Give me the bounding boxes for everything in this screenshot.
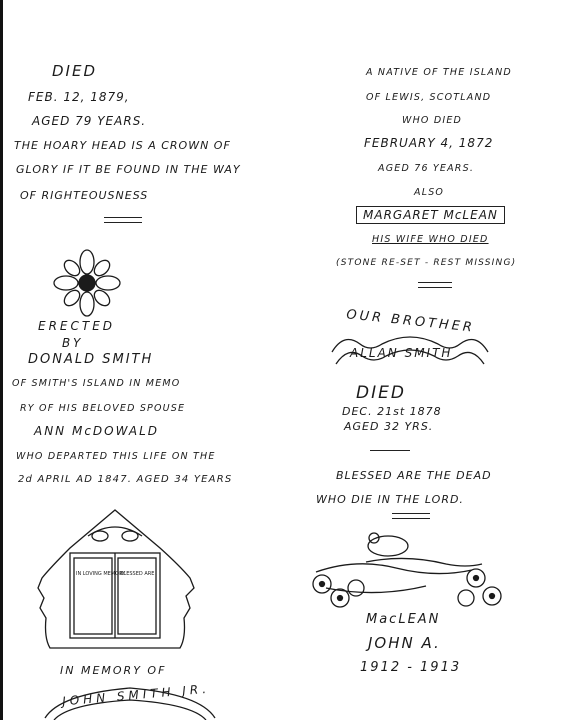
divider <box>370 450 410 451</box>
who-die-line: WHO DIE IN THE LORD. <box>316 493 464 506</box>
blessed-line: BLESSED ARE THE DEAD <box>336 469 492 482</box>
divider <box>418 282 452 283</box>
verse-line: THE HOARY HEAD IS A CROWN OF <box>14 139 231 152</box>
death-date: FEB. 12, 1879, <box>28 90 130 104</box>
maclean-name: MacLEAN <box>366 612 441 627</box>
our-brother: OUR BROTHER <box>345 307 476 336</box>
divider <box>104 217 142 218</box>
by-text: BY <box>62 336 84 350</box>
stone-note: (STONE RE-SET - REST MISSING) <box>336 258 517 268</box>
inscription-line: 2d APRIL AD 1847. AGED 34 YEARS <box>18 474 233 485</box>
dec-date: DEC. 21st 1878 <box>342 405 442 418</box>
inscription-line: RY OF HIS BELOVED SPOUSE <box>20 403 186 414</box>
john-a-name: JOHN A. <box>368 634 441 652</box>
his-wife-text: HIS WIFE WHO DIED <box>372 234 489 245</box>
book-right-text: BLESSED ARE <box>120 571 155 577</box>
inscription-line: OF SMITH'S ISLAND IN MEMO <box>12 378 181 389</box>
page-edge-line <box>0 0 3 720</box>
inscription-line: WHO DEPARTED THIS LIFE ON THE <box>16 451 216 462</box>
native-line: WHO DIED <box>402 115 463 126</box>
died-heading: DIED <box>52 62 98 80</box>
native-date: FEBRUARY 4, 1872 <box>364 136 494 150</box>
margaret-mclean-box: MARGARET McLEAN <box>356 206 505 224</box>
age-text: AGED 79 YEARS. <box>32 114 147 128</box>
verse-line: OF RIGHTEOUSNESS <box>20 189 149 202</box>
allan-smith: ALLAN SMITH <box>350 346 453 360</box>
flowers-ribbon-drawing <box>296 528 506 618</box>
divider <box>392 513 430 514</box>
donald-smith: DONALD SMITH <box>28 352 154 367</box>
died-heading-right: DIED <box>356 383 406 403</box>
years-text: 1912 - 1913 <box>360 660 462 675</box>
book-stone-drawing <box>30 508 200 658</box>
john-smith-jr: JOHN SMITH JR. <box>61 681 211 709</box>
native-line: A NATIVE OF THE ISLAND <box>366 67 512 78</box>
divider <box>392 518 430 519</box>
book-left-text: IN LOVING MEMORY <box>76 571 126 577</box>
also-text: ALSO <box>414 187 445 198</box>
native-line: OF LEWIS, SCOTLAND <box>366 92 492 103</box>
native-age: AGED 76 YEARS. <box>378 163 475 174</box>
flower-icon <box>52 248 122 318</box>
in-memory-of: IN MEMORY OF <box>60 664 167 677</box>
divider <box>104 222 142 223</box>
divider <box>418 287 452 288</box>
verse-line: GLORY IF IT BE FOUND IN THE WAY <box>16 163 241 176</box>
ann-mcdowald: ANN McDOWALD <box>34 424 160 438</box>
erected-text: ERECTED <box>38 319 116 333</box>
aged-32: AGED 32 YRS. <box>344 420 434 433</box>
